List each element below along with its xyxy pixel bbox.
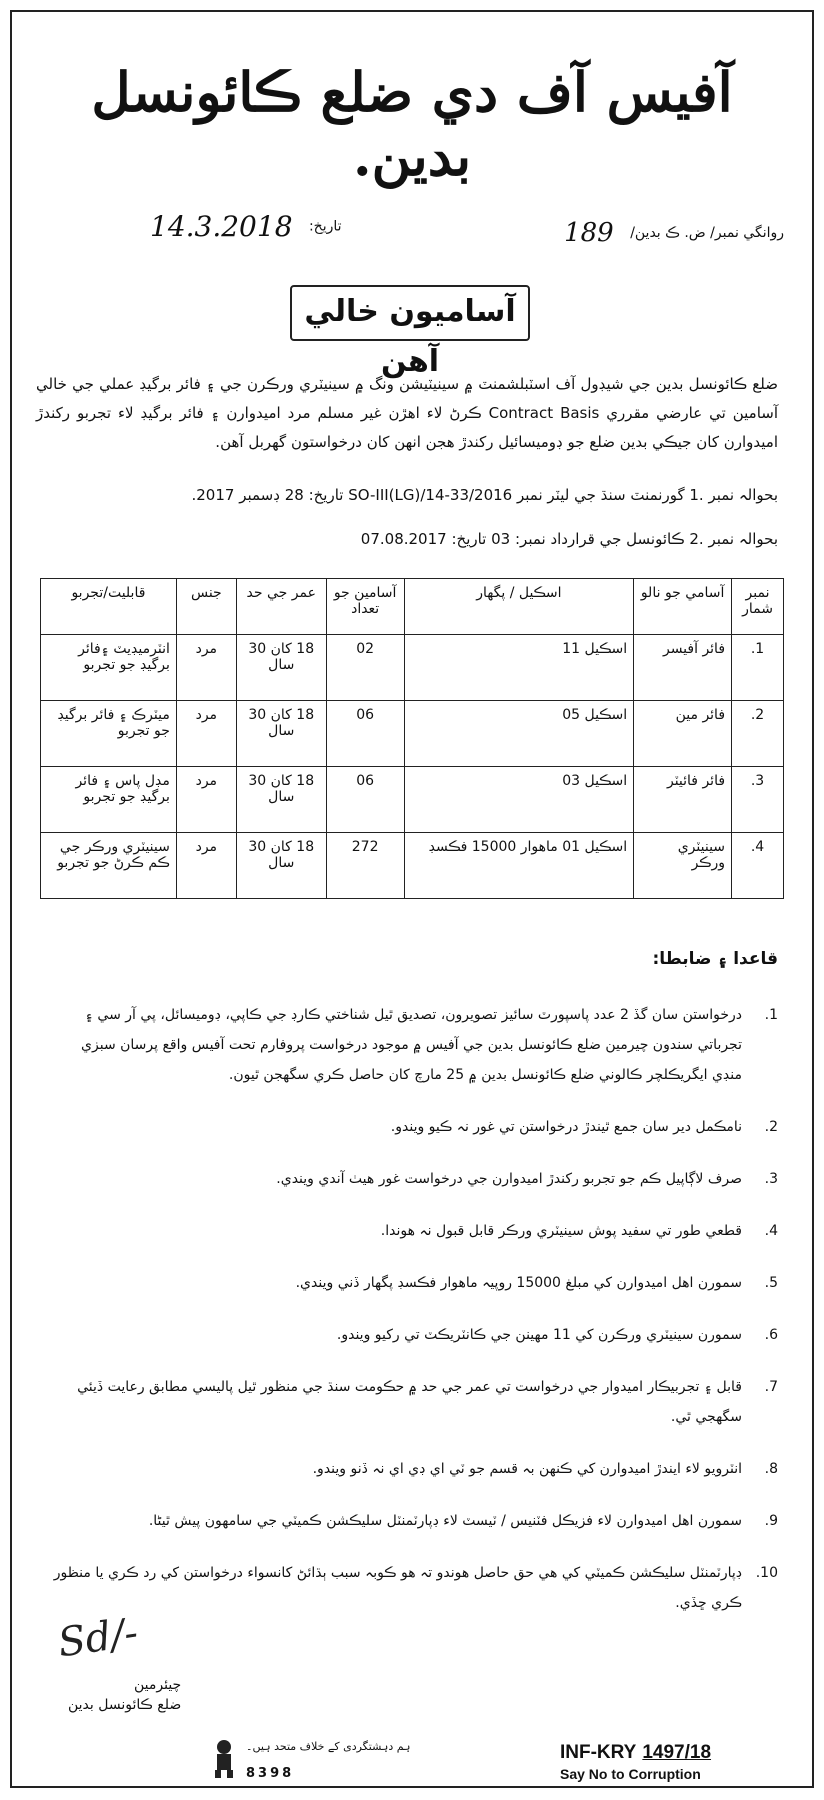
cell-age: 18 کان 30 سال xyxy=(236,833,326,899)
corruption-slogan: Say No to Corruption xyxy=(560,1766,701,1782)
rule-number: 6. xyxy=(764,1327,778,1343)
cell-post: سينيٽري ورڪر xyxy=(634,833,732,899)
cell-num: 4. xyxy=(732,833,784,899)
cell-count: 272 xyxy=(326,833,404,899)
rule-text: قابل ۽ تجربيڪار اميدوار جي درخواست تي عمر جي حد ۾ حڪومت سنڌ جي منظور ٿيل پاليسي مطابق رعايت ڏيئي سگهجي ٿي. xyxy=(77,1379,742,1425)
rule-text: نامڪمل دير سان جمع ٿيندڙ درخواستن تي غور نہ ڪيو ويندو. xyxy=(390,1119,742,1135)
list-item xyxy=(50,1000,778,1090)
list-item xyxy=(50,1320,778,1350)
inf-reference xyxy=(560,1742,780,1764)
reference-line-1: بحوالہ نمبر .1 گورنمنٽ سنڌ جي ليٽر نمبر SO-III(LG)/14-33/2016 تاريخ: 28 ڊسمبر 2017. xyxy=(191,486,778,504)
rules-heading: قاعدا ۽ ضابطا: xyxy=(652,949,778,969)
list-item xyxy=(50,1372,778,1432)
footer-campaign xyxy=(210,1738,460,1788)
rules-list xyxy=(50,1000,778,1640)
cell-gender: مرد xyxy=(176,635,236,701)
signature-scrawl: Sd/- xyxy=(55,1609,141,1667)
rule-text: سمورن اهل اميدوارن لاء فزيڪل فٽنيس / ٽيسٽ لاء ڊپارٽمنٽل سليڪشن ڪميٽي جي سامهون پيش ٿيڻا. xyxy=(148,1513,742,1529)
rule-number: 3. xyxy=(764,1171,778,1187)
cell-post: فائر فائيٽر xyxy=(634,767,732,833)
header-count: آسامين جو تعداد xyxy=(326,579,404,635)
list-item xyxy=(50,1558,778,1618)
cell-gender: مرد xyxy=(176,701,236,767)
cell-qualification: ميٽرڪ ۽ فائر برگيڊ جو تجربو xyxy=(41,701,177,767)
list-item xyxy=(50,1216,778,1246)
header-scale: اسڪيل / پگهار xyxy=(404,579,634,635)
rule-text: قطعي طور تي سفيد پوش سينيٽري ورڪر قابل قبول نہ هوندا. xyxy=(380,1223,742,1239)
rule-text: انٽرويو لاء ايندڙ اميدوارن کي ڪنهن بہ قسم جو ٽي اي ڊي اي نہ ڏنو ويندو. xyxy=(312,1461,742,1477)
list-item xyxy=(50,1506,778,1536)
cell-num: 1. xyxy=(732,635,784,701)
rule-number: 5. xyxy=(764,1275,778,1291)
table-header-row xyxy=(41,579,784,635)
rule-number: 1. xyxy=(764,1007,778,1023)
inf-number: 1497/18 xyxy=(642,1742,712,1763)
cell-age: 18 کان 30 سال xyxy=(236,767,326,833)
header-age: عمر جي حد xyxy=(236,579,326,635)
rule-text: ڊپارٽمنٽل سليڪشن ڪميٽي کي هي حق حاصل هوندو تہ هو ڪوبہ سبب ٻڌائڻ کانسواء درخواستن کي رد ڪري يا منظور ڪري ڇڏي. xyxy=(53,1565,742,1611)
list-item xyxy=(50,1268,778,1298)
header-qualification: قابليت/تجربو xyxy=(41,579,177,635)
cell-gender: مرد xyxy=(176,833,236,899)
campaign-slogan: ہم دہشتگردی کے خلاف متحد ہیں۔ xyxy=(246,1740,411,1753)
inf-label: INF-KRY xyxy=(560,1742,637,1763)
cell-age: 18 کان 30 سال xyxy=(236,701,326,767)
cell-scale: اسڪيل 05 xyxy=(404,701,634,767)
vacancy-table xyxy=(40,578,784,899)
cell-num: 2. xyxy=(732,701,784,767)
table-row xyxy=(41,833,784,899)
cell-age: 18 کان 30 سال xyxy=(236,635,326,701)
cell-post: فائر مين xyxy=(634,701,732,767)
rule-number: 4. xyxy=(764,1223,778,1239)
footer-info xyxy=(560,1742,780,1782)
rule-number: 7. xyxy=(764,1379,778,1395)
cell-scale: اسڪيل 01 ماهوار 15000 فڪسڊ xyxy=(404,833,634,899)
cell-num: 3. xyxy=(732,767,784,833)
dispatch-label: روانگي نمبر/ ض. ڪ بدين/ xyxy=(630,225,784,241)
dispatch-number: 189 xyxy=(564,218,614,248)
rule-number: 9. xyxy=(764,1513,778,1529)
helpline-number: 8398 xyxy=(246,1766,295,1781)
list-item xyxy=(50,1164,778,1194)
cell-count: 06 xyxy=(326,701,404,767)
reference-row xyxy=(40,208,784,248)
signature-title xyxy=(68,1675,181,1715)
header-num: نمبر شمار xyxy=(732,579,784,635)
cell-post: فائر آفيسر xyxy=(634,635,732,701)
signature-block xyxy=(48,1609,228,1735)
rule-number: 10. xyxy=(755,1565,778,1581)
cell-qualification: مڊل پاس ۽ فائر برگيڊ جو تجربو xyxy=(41,767,177,833)
header-post: آسامي جو نالو xyxy=(634,579,732,635)
rule-text: درخواستن سان گڏ 2 عدد پاسپورٽ سائيز تصويرون، تصديق ٿيل شناختي ڪارڊ جي ڪاپي، ڊوميسائل، پي آر سي ۽ تجرباتي سندون چيرمين ضلع ڪائونسل بدين جي آفيس ۾ موجود درخواست پروفارم تحت آفيس واقع پرسان سبزي منڊي ايگريڪلچر ڪالوني ضلع ڪائونسل بدين ۾ 25 مارچ کان حاصل ڪري سگهجن ٿيون. xyxy=(81,1007,742,1083)
office-title: آفيس آف دي ضلع ڪائونسل بدين. xyxy=(91,60,733,188)
table-row xyxy=(41,767,784,833)
table-row xyxy=(41,635,784,701)
list-item xyxy=(50,1454,778,1484)
reference-line-2: بحوالہ نمبر .2 ڪائونسل جي قرارداد نمبر: 03 تاريخ: 07.08.2017 xyxy=(360,530,778,548)
list-item xyxy=(50,1112,778,1142)
cell-count: 06 xyxy=(326,767,404,833)
intro-paragraph: ضلع ڪائونسل بدين جي شيڊول آف اسٽبلشمنٽ ۾ سينيٽيشن ونگ ۾ سينيٽري ورڪرن جي ۽ فائر برگيڊ عملي جي خالي آسامين تي عارضي مقرري Contract Basis ڪرڻ لاء اهڙن غير مسلم مرد اميدوارن ۽ فائر برگيڊ لاء تجربو رکندڙ اميدوارن کان جيڪي بدين ضلع جو ڊوميسائيل رکندڙ هجن انهن کان درخواستون گهربل آهن. xyxy=(36,375,779,451)
header-gender: جنس xyxy=(176,579,236,635)
rule-number: 8. xyxy=(764,1461,778,1477)
cell-gender: مرد xyxy=(176,767,236,833)
date-reference xyxy=(150,210,342,243)
notice-heading: آساميون خالي آهن xyxy=(290,285,530,341)
cell-count: 02 xyxy=(326,635,404,701)
signature-line-1: چيئرمين xyxy=(134,1677,182,1693)
signature-line-2: ضلع ڪائونسل بدين xyxy=(68,1697,182,1713)
cell-qualification: سينيٽري ورڪر جي ڪم ڪرڻ جو تجربو xyxy=(41,833,177,899)
rule-number: 2. xyxy=(764,1119,778,1135)
date-value: 14.3.2018 xyxy=(150,210,293,243)
rule-text: صرف لاڳاپيل ڪم جو تجربو رکندڙ اميدوارن جي درخواست غور هيٺ آندي ويندي. xyxy=(276,1171,742,1187)
rule-text: سمورن اهل اميدوارن کي مبلغ 15000 روپيہ ماهوار فڪسڊ پگهار ڏني ويندي. xyxy=(295,1275,742,1291)
cell-qualification: انٽرميڊيٽ ۽فائر برگيڊ جو تجربو xyxy=(41,635,177,701)
cell-scale: اسڪيل 03 xyxy=(404,767,634,833)
rule-text: سمورن سينيٽري ورڪرن کي 11 مهينن جي ڪانٽريڪٽ تي رکيو ويندو. xyxy=(336,1327,742,1343)
table-row xyxy=(41,701,784,767)
date-label: تاريخ: xyxy=(308,218,342,235)
dispatch-reference xyxy=(564,218,784,248)
mascot-icon xyxy=(210,1738,238,1778)
cell-scale: اسڪيل 11 xyxy=(404,635,634,701)
